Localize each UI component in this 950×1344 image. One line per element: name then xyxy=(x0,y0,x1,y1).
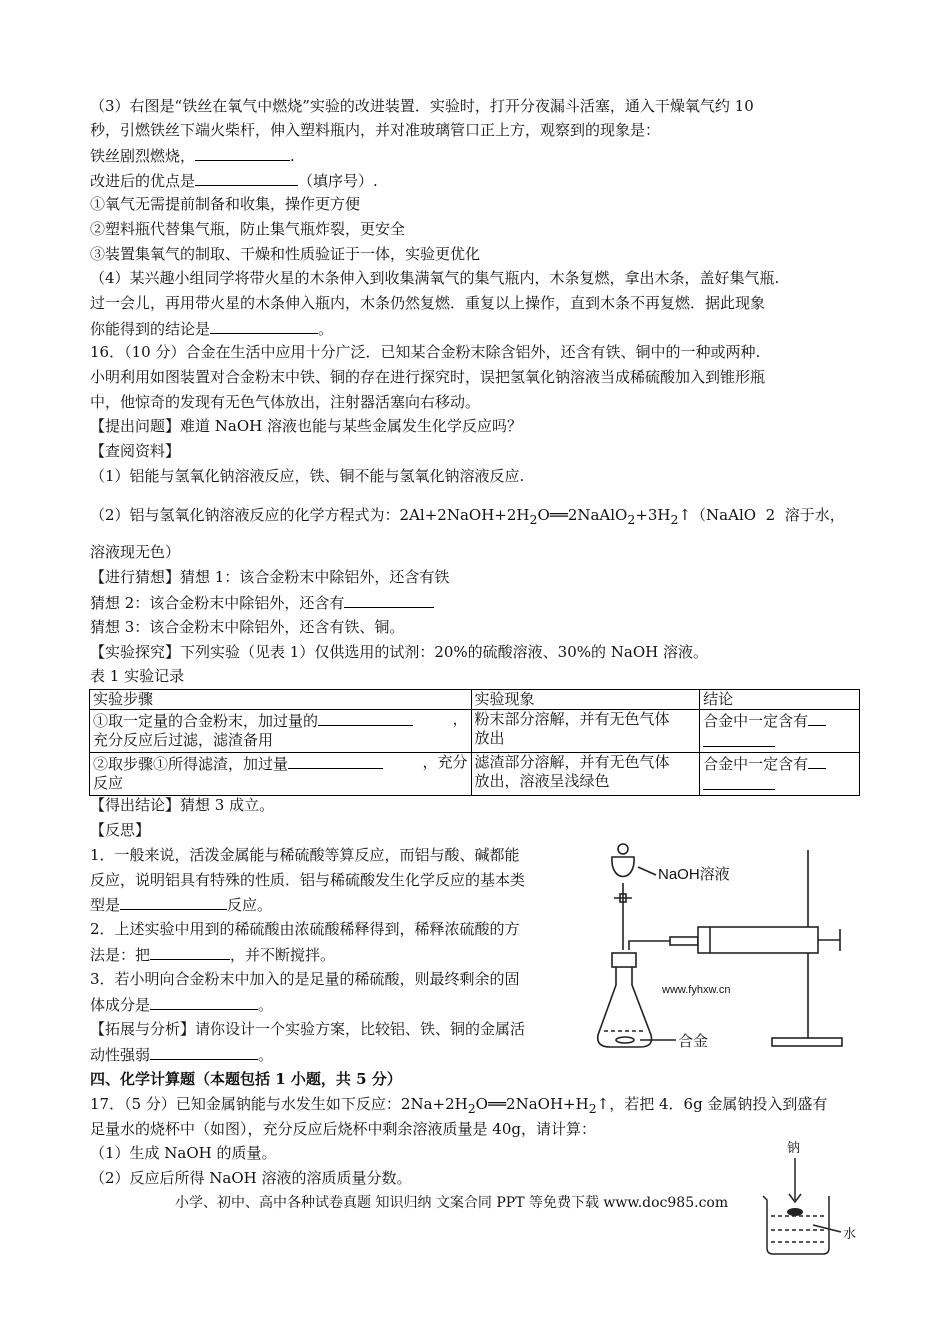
text: 2NaAlO xyxy=(567,506,628,524)
row2-step-line1 xyxy=(93,753,468,774)
q15-part3-line3 xyxy=(90,145,295,166)
answer-blank[interactable] xyxy=(318,710,413,726)
text: 放出，溶液呈浅绿色 xyxy=(474,772,610,790)
text: 动性强弱 xyxy=(90,1046,151,1064)
section-4-title: 四、化学计算题（本题包括 1 小题，共 5 分） xyxy=(90,1070,402,1088)
text: 体成分是 xyxy=(90,996,151,1014)
q15-option-3: ③装置集氧气的制取、干燥和性质验证于一体，实验更优化 xyxy=(90,245,481,263)
subscript: 2 xyxy=(529,512,538,527)
table-row xyxy=(90,753,860,796)
answer-blank[interactable] xyxy=(808,753,826,769)
answer-blank[interactable] xyxy=(150,994,258,1010)
naoh-label: NaOH溶液 xyxy=(658,866,730,883)
text: 。 xyxy=(258,996,274,1014)
text: 猜想 2：该合金粉末中除铝外，还含有 xyxy=(90,594,345,612)
q16-info1: （1）铝能与氢氧化钠溶液反应，铁、铜不能与氢氧化钠溶液反应. xyxy=(90,467,525,485)
r3-line2 xyxy=(90,994,273,1015)
text: O xyxy=(537,506,550,524)
text: 合金中一定含有 xyxy=(703,755,809,773)
text: 改进后的优点是 xyxy=(90,172,196,190)
experiment-record-table xyxy=(89,689,860,796)
text: ， xyxy=(452,710,468,728)
q16-reflect: 【反思】 xyxy=(90,821,151,839)
q17-line1 xyxy=(90,1094,827,1119)
text: 法是：把 xyxy=(90,946,151,964)
subscript: 2 xyxy=(627,512,636,527)
q16-explore: 【实验探究】下列实验（见表 1）仅供选用的试剂：20%的硫酸溶液、30%的 NaOH 溶液。 xyxy=(90,643,708,661)
q15-option-2: ②塑料瓶代替集气瓶，防止集气瓶炸裂，更安全 xyxy=(90,220,406,238)
ext-line1: 【拓展与分析】请你设计一个实验方案，比较铝、铁、铜的金属活 xyxy=(90,1020,526,1038)
text: 放出 xyxy=(474,729,505,747)
q15-part3-line4 xyxy=(90,170,378,191)
table-row xyxy=(90,710,860,753)
q17-ask1: （1）生成 NaOH 的质量。 xyxy=(90,1144,277,1162)
answer-blank[interactable] xyxy=(808,710,826,726)
table-caption: 表 1 实验记录 xyxy=(90,667,185,685)
q15-part3-line2: 秒，引燃铁丝下端火柴杆，伸入塑料瓶内，并对准玻璃管口正上方，观察到的现象是： xyxy=(90,121,661,139)
text: 反应。 xyxy=(227,896,273,914)
header-step: 实验步骤 xyxy=(90,690,472,710)
text: （填序号）. xyxy=(298,172,378,190)
text: 2NaOH+H xyxy=(506,1095,589,1113)
equals-sign: ══ xyxy=(549,506,568,524)
row2-observation xyxy=(471,753,700,796)
text: . xyxy=(290,147,295,165)
answer-blank[interactable] xyxy=(195,145,290,161)
answer-blank[interactable] xyxy=(288,753,383,769)
r3-line1: 3．若小明向合金粉末中加入的是足量的稀硫酸，则最终剩余的固 xyxy=(90,970,520,988)
q17-line2: 足量水的烧杯中（如图），充分反应后烧杯中剩余溶液质量是 40g，请计算： xyxy=(90,1120,596,1138)
q16-line3: 中，他惊奇的发现有无色气体放出，注射器活塞向右移动。 xyxy=(90,393,481,411)
q15-option-1: ①氧气无需提前制备和收集，操作更方便 xyxy=(90,195,361,213)
water-label: 水 xyxy=(843,1226,857,1241)
q16-info2-line2: 溶液现无色） xyxy=(90,543,181,561)
q16-info2 xyxy=(90,505,845,530)
text: ↑，若把 4．6g 金属钠投入到盛有 xyxy=(596,1095,828,1113)
answer-blank[interactable] xyxy=(344,592,434,608)
row1-observation xyxy=(471,710,700,753)
alloy-apparatus-figure xyxy=(590,835,860,1060)
watermark-text: www.fyhxw.cn xyxy=(662,984,731,996)
subscript: 2 xyxy=(467,1101,476,1116)
r1-line2: 反应，说明铝具有特殊的性质．铝与稀硫酸发生化学反应的基本类 xyxy=(90,871,526,889)
alloy-label: 合金 xyxy=(678,1033,709,1050)
q15-part3-line1: （3）右图是“铁丝在氧气中燃烧”实验的改进装置．实验时，打开分夜漏斗活塞，通入干燥氧气约 10 xyxy=(90,97,754,115)
text: 溶于水， xyxy=(784,506,845,524)
subscript: 2 xyxy=(588,1101,597,1116)
sodium-label: 钠 xyxy=(787,1140,801,1155)
q16-question: 【提出问题】难道 NaOH 溶液也能与某些金属发生化学反应吗？ xyxy=(90,417,522,435)
q15-part4-line3 xyxy=(90,318,333,339)
q15-part4-line1: （4）某兴趣小组同学将带火星的木条伸入到收集满氧气的集气瓶内，木条复燃，拿出木条，盖好集气瓶. xyxy=(90,269,780,287)
r1-line1: 1．一般来说，活泼金属能与稀硫酸等算反应，而铝与酸、碱都能 xyxy=(90,846,520,864)
q16-guess3: 猜想 3：该合金粉末中除铝外，还含有铁、铜。 xyxy=(90,618,405,636)
text: ①取一定量的合金粉末，加过量的 xyxy=(93,712,319,730)
equals-sign: ══ xyxy=(487,1095,507,1113)
text: 合金中一定含有 xyxy=(703,712,809,730)
text: 铁丝剧烈燃烧， xyxy=(90,147,196,165)
q16-line1: 16．（10 分）合金在生活中应用十分广泛．已知某合金粉末除含铝外，还含有铁、铜中的一种或两种. xyxy=(90,343,761,361)
ext-line2 xyxy=(90,1044,273,1065)
answer-blank[interactable] xyxy=(703,774,775,790)
answer-blank[interactable] xyxy=(703,731,775,747)
row2-step-line2: 反应 xyxy=(93,774,124,792)
answer-blank[interactable] xyxy=(150,1044,258,1060)
text: 。 xyxy=(318,320,334,338)
row2-step xyxy=(90,753,472,796)
text: ↑（NaAlO xyxy=(678,506,757,524)
text: O xyxy=(475,1095,488,1113)
text: ，并不断搅拌。 xyxy=(230,946,336,964)
r1-line3 xyxy=(90,894,272,915)
text: +3H xyxy=(635,506,671,524)
answer-blank[interactable] xyxy=(120,894,227,910)
row2-conclusion xyxy=(700,753,860,796)
q17-ask2: （2）反应后所得 NaOH 溶液的溶质质量分数。 xyxy=(90,1169,412,1187)
row1-step-line2: 充分反应后过滤，滤渣备用 xyxy=(93,731,274,749)
page-footer: 小学、初中、高中各种试卷真题 知识归纳 文案合同 PPT 等免费下载 www.doc985.com xyxy=(175,1195,729,1211)
q16-lookup: 【查阅资料】 xyxy=(90,442,181,460)
text: 滤渣部分溶解，并有无色气体 xyxy=(474,753,670,771)
text: 粉末部分溶解，并有无色气体 xyxy=(474,710,670,728)
subscript: 2 xyxy=(765,506,776,524)
text: （2）铝与氢氧化钠溶液反应的化学方程式为：2Al+2NaOH+2H xyxy=(90,506,530,524)
row1-step xyxy=(90,710,472,753)
text: ②取步骤①所得滤渣，加过量 xyxy=(93,755,289,773)
answer-blank[interactable] xyxy=(210,318,318,334)
text: 你能得到的结论是 xyxy=(90,320,211,338)
table-header-row xyxy=(90,690,860,710)
answer-blank[interactable] xyxy=(195,170,298,186)
text: ，充分 xyxy=(422,753,468,771)
row1-conclusion xyxy=(700,710,860,753)
text: 型是 xyxy=(90,896,121,914)
answer-blank[interactable] xyxy=(150,944,230,960)
r2-line2 xyxy=(90,944,335,965)
row1-step-line1 xyxy=(93,710,468,731)
text: 。 xyxy=(258,1046,274,1064)
q16-guess2 xyxy=(90,592,434,613)
header-conclusion: 结论 xyxy=(700,690,860,710)
q15-part4-line2: 过一会儿，再用带火星的木条伸入瓶内，木条仍然复燃．重复以上操作，直到木条不再复燃．据此现象 xyxy=(90,294,766,312)
q16-guess1: 【进行猜想】猜想 1：该合金粉末中除铝外，还含有铁 xyxy=(90,568,450,586)
beaker-figure xyxy=(755,1138,865,1258)
q16-line2: 小明利用如图装置对合金粉末中铁、铜的存在进行探究时，误把氢氧化钠溶液当成稀硫酸加入到锥形瓶 xyxy=(90,368,766,386)
q16-conclusion: 【得出结论】猜想 3 成立。 xyxy=(90,796,275,814)
subscript: 2 xyxy=(670,512,679,527)
r2-line1: 2．上述实验中用到的稀硫酸由浓硫酸稀释得到，稀释浓硫酸的方 xyxy=(90,920,520,938)
text: 17．（5 分）已知金属钠能与水发生如下反应：2Na+2H xyxy=(90,1095,468,1113)
header-observation: 实验现象 xyxy=(471,690,700,710)
